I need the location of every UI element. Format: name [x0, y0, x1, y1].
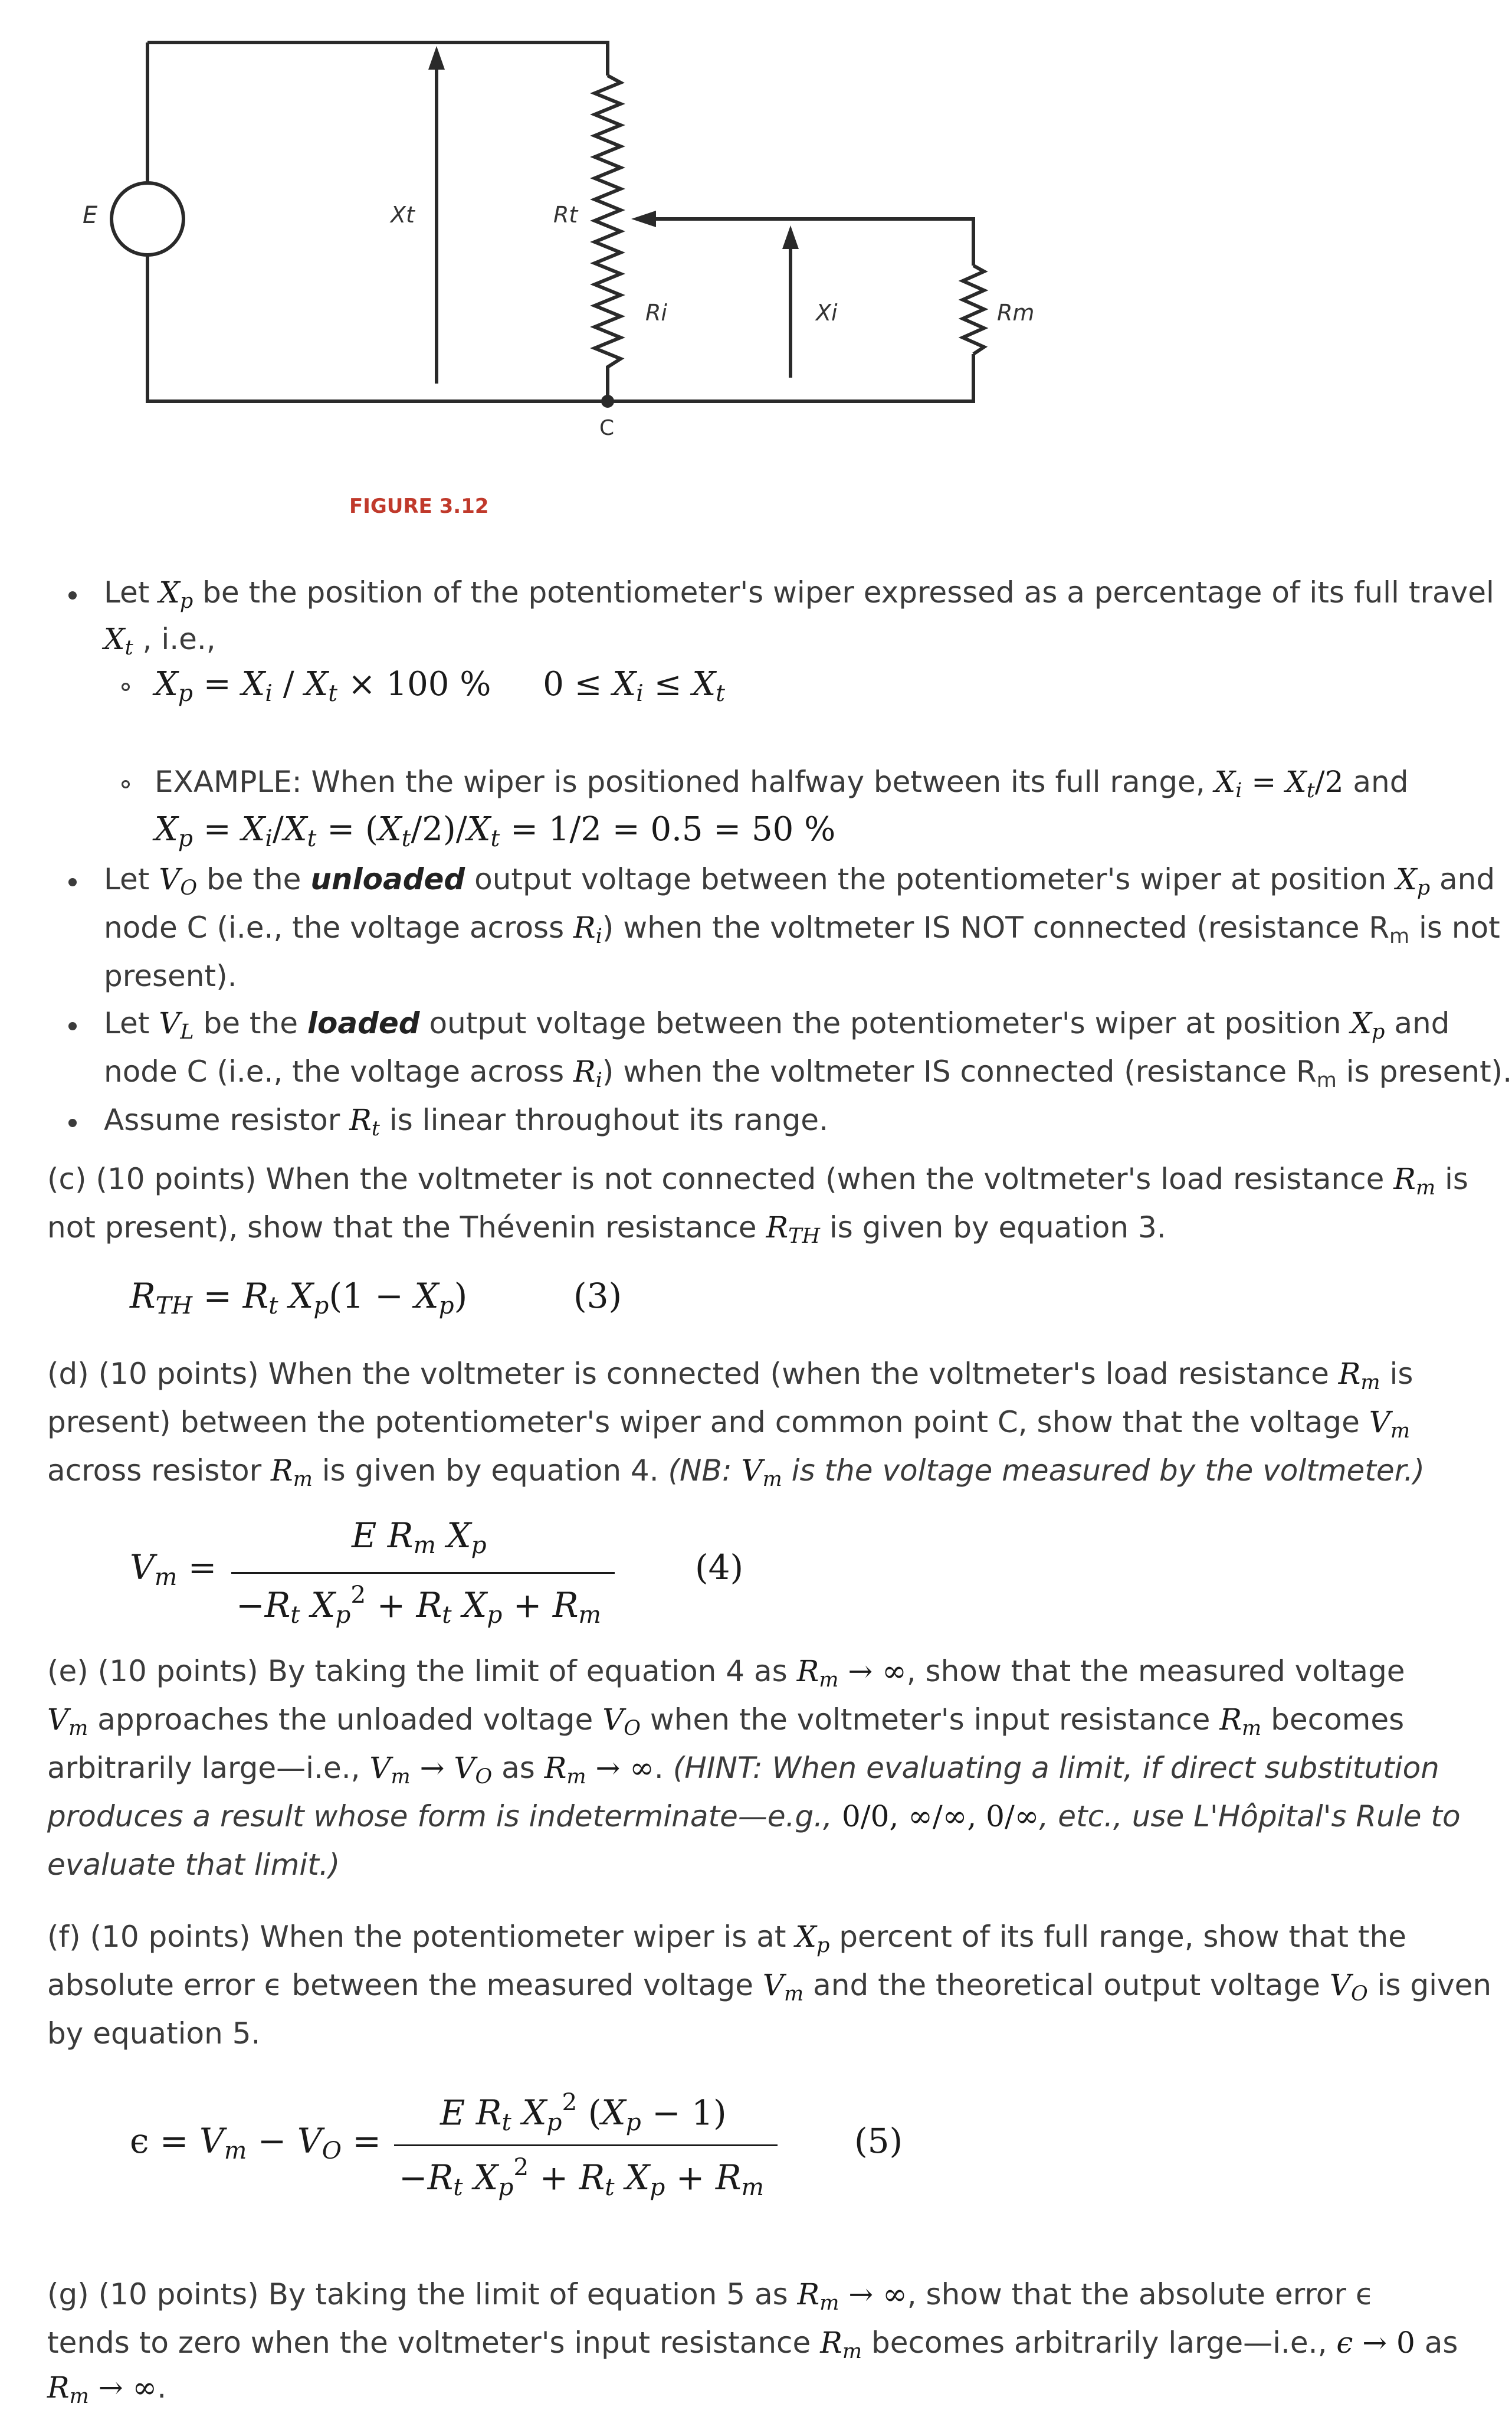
bullet-3-line-1: Let $V_L$ be the loaded output voltage between the potentiometer's wiper at position $X_p$ and	[104, 1006, 1450, 1044]
equation-4-number: (4)	[695, 1547, 744, 1587]
example-line-2: $X_p = X_i/X_t = (X_t/2)/X_t = 1/2 = 0.5 = 50$ %	[155, 810, 836, 852]
part-e-line-3: arbitrarily large—i.e., $V_m \to V_O$ as $R_m$ → ∞. (HINT: When evaluating a limit, if direct substitution	[47, 1751, 1439, 1789]
bullet-dot	[68, 1022, 77, 1030]
equation-4-numerator: E $R_m$ $X_p$	[352, 1515, 487, 1560]
part-g-line-3: $R_m$ → ∞.	[47, 2370, 167, 2408]
bullet-dot	[68, 878, 77, 886]
xt-arrowhead	[428, 46, 445, 70]
bullet-1-line-1: Let $X_p$ be the position of the potentiometer's wiper expressed as a percentage of its full travel	[104, 575, 1494, 613]
part-e-line-1: (e) (10 points) By taking the limit of equation 4 as $R_m$ → ∞, show that the measured voltage	[47, 1654, 1405, 1692]
equation-4-fraction-bar	[231, 1572, 615, 1574]
part-c-line-1: (c) (10 points) When the voltmeter is not connected (when the voltmeter's load resistance $R_m$ is	[47, 1162, 1468, 1200]
label-xt: Xt	[391, 202, 415, 228]
part-g-line-1: (g) (10 points) By taking the limit of equation 5 as $R_m$ → ∞, show that the absolute error ϵ	[47, 2277, 1374, 2315]
label-rt: Rt	[553, 202, 578, 228]
part-d-line-3: across resistor $R_m$ is given by equation 4. (NB: $V_m$ is the voltage measured by the voltmeter.)	[47, 1453, 1425, 1491]
xp-definition: $X_p = X_i / X_t \times 100$ % $0 \le X_i \le X_t$	[155, 665, 725, 707]
label-xi: Xi	[816, 300, 838, 326]
sub-bullet-circle	[122, 683, 130, 691]
node-c-dot	[601, 395, 614, 408]
part-f-line-3: by equation 5.	[47, 2016, 261, 2051]
part-g-line-2: tends to zero when the voltmeter's input resistance $R_m$ becomes arbitrarily large—i.e., ϵ → 0 as	[47, 2326, 1458, 2363]
bullet-4-line: Assume resistor $R_t$ is linear throughout its range.	[104, 1103, 828, 1141]
equation-4-denominator: $-R_t$ $X_p^2 + R_t$ $X_p + R_m$	[236, 1580, 601, 1629]
part-f-line-2: absolute error ϵ between the measured voltage $V_m$ and the theoretical output voltage $V_O$ is given	[47, 1968, 1492, 2006]
bullet-3-line-2: node C (i.e., the voltage across $R_i$) when the voltmeter IS connected (resistance $R_m$ is present).	[104, 1055, 1512, 1092]
bullet-1-line-2: $X_t$ , i.e.,	[104, 622, 216, 660]
bullet-2-line-2: node C (i.e., the voltage across $R_i$) when the voltmeter IS NOT connected (resistance $R_m$ is not	[104, 911, 1500, 948]
equation-4-lhs: $V_m$ =	[130, 1547, 217, 1591]
equation-5-number: (5)	[854, 2121, 903, 2161]
label-c: C	[599, 416, 615, 440]
part-e-line-5: evaluate that limit.)	[47, 1848, 340, 1882]
circuit-diagram	[0, 0, 1464, 590]
sub-bullet-circle	[122, 780, 130, 788]
part-d-line-1: (d) (10 points) When the voltmeter is connected (when the voltmeter's load resistance $R_m$ is	[47, 1357, 1413, 1394]
figure-caption: FIGURE 3.12	[349, 495, 489, 518]
equation-5-lhs: $\epsilon = V_m - V_O$ =	[130, 2121, 382, 2165]
equation-5-fraction-bar	[394, 2144, 778, 2146]
part-e-line-2: $V_m$ approaches the unloaded voltage $V_O$ when the voltmeter's input resistance $R_m$ becomes	[47, 1702, 1405, 1740]
xi-arrowhead	[782, 225, 799, 249]
example-line-1: EXAMPLE: When the wiper is positioned halfway between its full range, $X_i = X_t/2$ and	[155, 765, 1409, 803]
part-d-line-2: present) between the potentiometer's wiper and common point C, show that the voltage $V_m$	[47, 1405, 1411, 1443]
part-c-line-2: not present), show that the Thévenin resistance $R_{TH}$ is given by equation 3.	[47, 1210, 1166, 1248]
label-e: E	[83, 202, 98, 229]
bullet-2-line-3: present).	[104, 959, 237, 993]
equation-5-denominator: $-R_t$ $X_p^2 + R_t$ $X_p + R_m$	[399, 2153, 764, 2202]
part-e-line-4: produces a result whose form is indeterminate—e.g., 0/0, ∞/∞, 0/∞, etc., use L'Hôpital's Rule to	[47, 1799, 1461, 1833]
part-f-line-1: (f) (10 points) When the potentiometer wiper is at $X_p$ percent of its full range, show that the	[47, 1920, 1406, 1957]
equation-5-numerator: E $R_t$ $X_p^2$ $(X_p - 1)$	[440, 2088, 727, 2137]
bullet-2-line-1: Let $V_O$ be the unloaded output voltage between the potentiometer's wiper at position $X_p$ and	[104, 862, 1495, 900]
equation-3-number: (3)	[573, 1276, 622, 1316]
label-ri: Ri	[645, 300, 667, 326]
wiper-arrowhead	[631, 211, 656, 227]
equation-3: $R_{TH} = R_t$ $X_p(1 - X_p)$	[130, 1276, 468, 1320]
label-rm: Rm	[997, 300, 1035, 326]
bullet-dot	[68, 591, 77, 600]
bullet-dot	[68, 1119, 77, 1127]
